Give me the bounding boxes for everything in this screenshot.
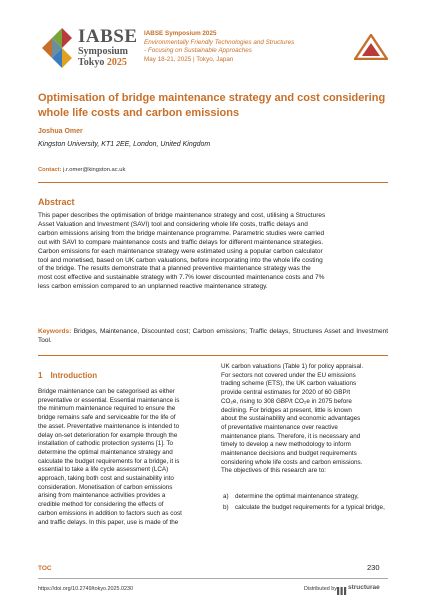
body-line: consideration. Monetisation of carbon emissions (38, 483, 173, 491)
logo-symposium-text: Symposium (78, 46, 129, 57)
body-line: preventative or essential. Essential maintenance is (38, 396, 180, 404)
list-marker: b) (223, 503, 229, 511)
body-line: the asset. Preventative maintenance is intended to (38, 422, 180, 430)
abstract-line: Asset Valuation and Investment (SAVI) tool and considering whole life costs, traffic delays and (38, 220, 308, 228)
keywords-text: Bridges, Maintenance, Discounted cost; Carbon emissions; Traffic delays, Structures Asset and Investment Tool. (38, 328, 388, 344)
logo-city: Tokyo (78, 57, 105, 68)
conference-title: IABSE Symposium 2025 (144, 30, 217, 37)
list-item-text: calculate the budget requirements for a typical bridge, (235, 503, 385, 511)
keywords-block (38, 328, 388, 346)
triangle-logo-icon (354, 34, 388, 60)
footer-divider (38, 578, 388, 579)
body-line: trading scheme (ETS), the UK carbon valuations (221, 380, 357, 388)
section-heading-introduction (38, 371, 97, 380)
keywords-divider (38, 355, 388, 356)
page-number: 230 (367, 563, 380, 572)
body-line: arising from maintenance activities provides a (38, 492, 166, 500)
section-title: Introduction (50, 371, 98, 380)
abstract-line: most cost effective and sustainable strategy with 7.7% lower discounted maintenance costs and 7% (38, 274, 325, 282)
conference-theme-line-1: Environmentally Friendly Technologies and Structures (144, 38, 295, 46)
body-line: UK carbon valuations (Table 1) for policy appraisal. (221, 363, 364, 370)
body-line: carbon emissions in addition to factors such as cost (38, 509, 182, 517)
contact-line (38, 167, 125, 173)
abstract-line: This paper describes the optimisation of bridge maintenance strategy and cost, utilising a Structures (38, 212, 326, 219)
body-line: timely to develop a new methodology to inform (221, 441, 351, 449)
abstract-line: out with SAVI to compare maintenance costs and traffic delays for different maintenance strategies. (38, 238, 324, 246)
structurae-wordmark: structurae (348, 584, 380, 591)
body-line: installation of cathodic protection systems [1]. To (38, 440, 173, 448)
doi-link[interactable]: https://doi.org/10.2749/tokyo.2025.0230 (38, 586, 134, 592)
distributed-by-label: Distributed by (304, 586, 337, 592)
body-line: credible method for considering the effects of (38, 501, 164, 509)
conference-dates: May 18-21, 2025 | Tokyo, Japan (144, 55, 234, 63)
body-line: Bridge maintenance can be categorised as either (38, 388, 175, 395)
structurae-mark-icon (337, 586, 347, 596)
body-line: about the sustainability and economic advantages (221, 415, 361, 423)
body-line: calculate the budget requirements for a bridge, it is (38, 457, 180, 465)
abstract-body (38, 212, 388, 292)
body-line: delay on-set deterioration for example through the (38, 431, 178, 439)
iabse-mark-icon (38, 26, 76, 70)
title-divider (38, 182, 388, 183)
author-name: Joshua Omer (38, 128, 83, 135)
conference-info (144, 30, 344, 64)
body-line: maintenance decisions and budget requirements (221, 450, 357, 458)
body-line: For sectors not covered under the EU emissions (221, 371, 356, 379)
logo-city-year (78, 57, 127, 68)
logo-year: 2025 (106, 57, 127, 68)
author-affiliation: Kingston University, KT1 2EE, London, United Kingdom (38, 141, 211, 148)
body-line: considering whole life costs and carbon emissions. (221, 458, 363, 466)
body-line: of preventative maintenance over reactive (221, 423, 338, 431)
contact-label: Contact: (38, 167, 62, 173)
iabse-symposium-logo (38, 26, 138, 72)
conference-theme-line-2: - Focusing on Sustainable Approaches (144, 47, 252, 55)
body-line: provide central estimates for 2020 of 60 GBP/t (221, 389, 351, 397)
logo-wordmark: IABSE (78, 26, 138, 47)
abstract-line: tool and monetised, based on UK carbon valuations, before incorporating into the whole life costing (38, 256, 323, 264)
intro-right-column (221, 363, 388, 476)
paper-title-line-2: whole life costs and carbon emissions (38, 106, 240, 119)
section-number: 1 (38, 371, 43, 380)
intro-left-column (38, 388, 206, 527)
list-item (221, 493, 388, 502)
body-line: the minimum maintenance required to ensure the (38, 405, 176, 413)
body-line: The objectives of this research are to: (221, 467, 326, 475)
structurae-logo (337, 583, 389, 593)
abstract-line: of the bridge. The results demonstrate that a planned preventive maintenance strategy was the (38, 265, 311, 273)
body-line: approach, taking both cost and sustainability into (38, 475, 174, 483)
list-item-text: determine the optimal maintenance strategy, (235, 493, 359, 500)
body-line: and traffic delays. In this paper, use is made of the (38, 518, 179, 526)
list-marker: a) (223, 493, 229, 500)
body-line: maintenance plans. Therefore, it is necessary and (221, 432, 361, 440)
keywords-label: Keywords: (38, 328, 72, 335)
toc-link[interactable]: TOC (38, 565, 52, 572)
body-line: declining. For bridges at present, little is known (221, 406, 352, 414)
abstract-line: less carbon emission compared to an unplanned reactive maintenance strategy. (38, 283, 268, 291)
paper-title (38, 91, 388, 120)
body-line: essential to take a life cycle assessment (LCA) (38, 466, 169, 474)
abstract-line: carbon emissions arising from the bridge maintenance programme. Parametric studies were carried (38, 229, 325, 237)
objectives-list (221, 493, 388, 514)
body-line: bridge remains safe and serviceable for the life of (38, 414, 176, 422)
body-line: CO₂e, rising to 308 GBP/t CO₂e in 2075 before (221, 397, 352, 405)
abstract-heading: Abstract (38, 197, 75, 207)
abstract-line: Carbon emissions for each maintenance strategy were estimated using a popular carbon calculator (38, 247, 323, 255)
body-line: determine the optimal maintenance strategy and (38, 448, 173, 456)
paper-title-line-1: Optimisation of bridge maintenance strategy and cost considering (38, 92, 386, 104)
contact-email-link[interactable]: j.r.omer@kingston.ac.uk (63, 167, 126, 173)
list-item (221, 504, 388, 513)
